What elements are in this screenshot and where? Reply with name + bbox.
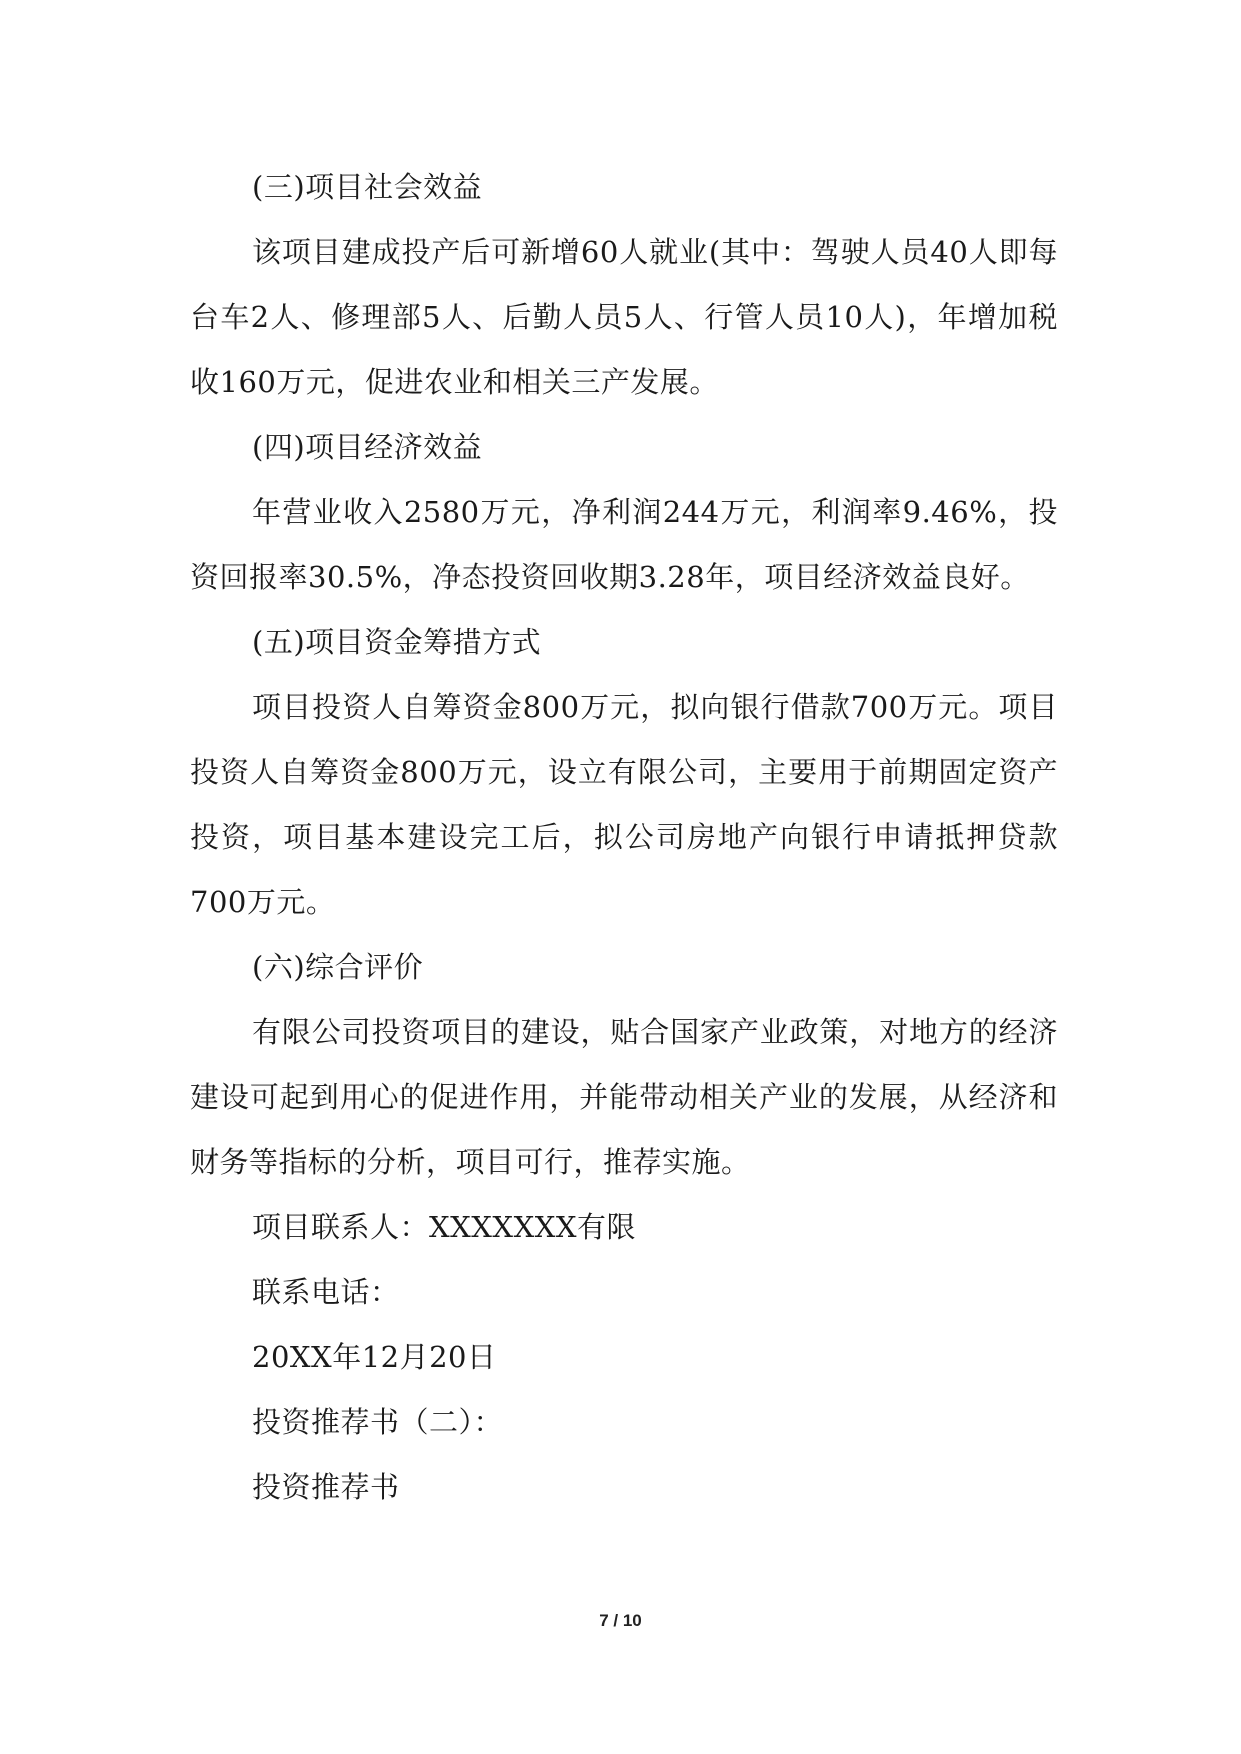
- contact-person: 项目联系人：XXXXXXX有限: [252, 1210, 637, 1244]
- section-heading-financing: (五)项目资金筹措方式: [252, 625, 542, 659]
- section-heading-evaluation: (六)综合评价: [252, 950, 424, 984]
- paragraph-social-benefit: 该项目建成投产后可新增60人就业(其中：驾驶人员40人即每台车2人、修理部5人、后勤人员5人、行管人员10人)，年增加税收160万元，促进农业和相关三产发展。: [190, 235, 1058, 399]
- next-section-title: 投资推荐书（二）：: [252, 1405, 504, 1439]
- next-section-heading: 投资推荐书: [252, 1470, 400, 1504]
- document-body: [190, 155, 1058, 1520]
- document-date: 20XX年12月20日: [252, 1340, 497, 1374]
- contact-phone: 联系电话：: [252, 1275, 400, 1309]
- section-heading-economic-benefit: (四)项目经济效益: [252, 430, 483, 464]
- paragraph-economic-benefit: 年营业收入2580万元，净利润244万元，利润率9.46%，投资回报率30.5%，净态投资回收期3.28年，项目经济效益良好。: [190, 495, 1058, 594]
- paragraph-evaluation: 有限公司投资项目的建设，贴合国家产业政策，对地方的经济建设可起到用心的促进作用，并能带动相关产业的发展，从经济和财务等指标的分析，项目可行，推荐实施。: [190, 1015, 1058, 1179]
- section-heading-social-benefit: (三)项目社会效益: [252, 170, 483, 204]
- paragraph-financing: 项目投资人自筹资金800万元，拟向银行借款700万元。项目投资人自筹资金800万元，设立有限公司，主要用于前期固定资产投资，项目基本建设完工后，拟公司房地产向银行申请抵押贷款700万元。: [190, 690, 1058, 919]
- page-number: 7 / 10: [599, 1611, 642, 1630]
